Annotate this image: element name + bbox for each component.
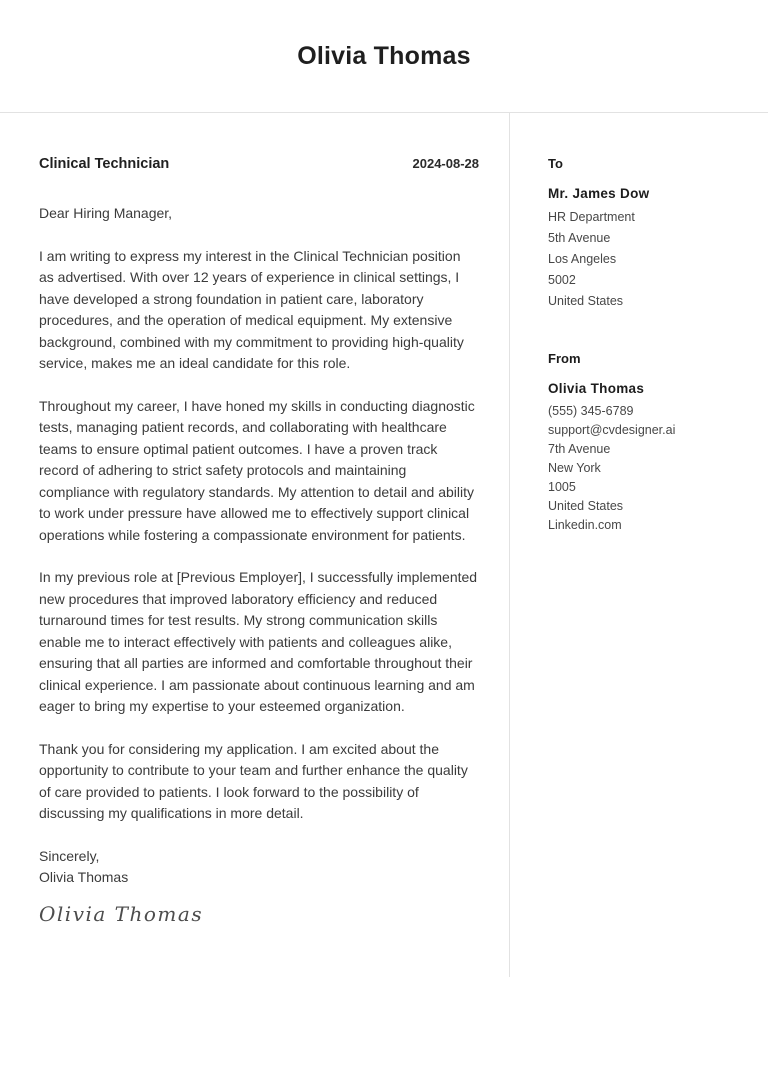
sender-name: Olivia Thomas [548, 381, 645, 396]
salutation: Dear Hiring Manager, [39, 205, 173, 221]
sender-street: 7th Avenue [548, 442, 611, 456]
sender-country: United States [548, 499, 624, 513]
recipient-label: To [548, 156, 563, 171]
closing-word: Sincerely, [39, 847, 100, 864]
sender-phone: (555) 345-6789 [548, 404, 634, 418]
sender-email: support@cvdesigner.ai [548, 423, 676, 437]
letter-paragraph: I am writing to express my interest in the Clinical Technician position as advertised. With over 12 years of experience in clinical settings, I have developed a strong foundation in patient care, laboratory procedures, and the operation of medical equipment. My extensive background, combined with my commitment to providing high-quality service, makes me an ideal candidate for this role. [39, 247, 464, 371]
letter-paragraph: Throughout my career, I have honed my skills in conducting diagnostic tests, managing patient records, and collaborating with healthcare teams to ensure optimal patient outcomes. I have a proven track record of adhering to strict safety protocols and maintaining compliance with regulatory standards. My attention to detail and ability to work under pressure have allowed me to effectively support clinical operations while fostering a compassionate environment for patients. [39, 397, 475, 543]
sender-linkedin: Linkedin.com [548, 518, 622, 532]
letter-head [39, 156, 479, 172]
document-body [0, 113, 768, 977]
letter-paragraph: Thank you for considering my application. I am excited about the opportunity to contribute to your team and further enhance the quality of care provided to patients. I look forward to the possibility of discussing my qualifications in more detail. [39, 740, 468, 821]
sender-section [548, 351, 748, 535]
letter-paragraph: In my previous role at [Previous Employer], I successfully implemented new procedures that improved laboratory efficiency and reduced turnaround times for test results. My strong communication skills enable me to interact effectively with patients and colleagues alike, ensuring that all parties are informed and comfortable throughout their clinical experience. I am passionate about continuous learning and am eager to bring my expertise to your esteemed organization. [39, 569, 478, 714]
recipient-country: United States [548, 294, 624, 308]
recipient-city: Los Angeles [548, 252, 617, 266]
sender-postal-code: 1005 [548, 480, 576, 494]
sender-label: From [548, 351, 581, 366]
document-header [0, 0, 768, 113]
recipient-department: HR Department [548, 210, 635, 224]
recipient-postal-code: 5002 [548, 273, 576, 287]
page-title: Olivia Thomas [297, 41, 471, 70]
closing-block [39, 846, 479, 889]
letter-date: 2024-08-28 [412, 156, 479, 171]
recipient-section [548, 156, 748, 312]
letter-column [0, 113, 510, 977]
sender-city: New York [548, 461, 601, 475]
signature-script: Olivia Thomas [39, 901, 204, 926]
job-title: Clinical Technician [39, 156, 170, 172]
recipient-street: 5th Avenue [548, 231, 611, 245]
contact-sidebar [510, 113, 768, 977]
closing-name: Olivia Thomas [39, 869, 129, 885]
recipient-name: Mr. James Dow [548, 186, 650, 201]
